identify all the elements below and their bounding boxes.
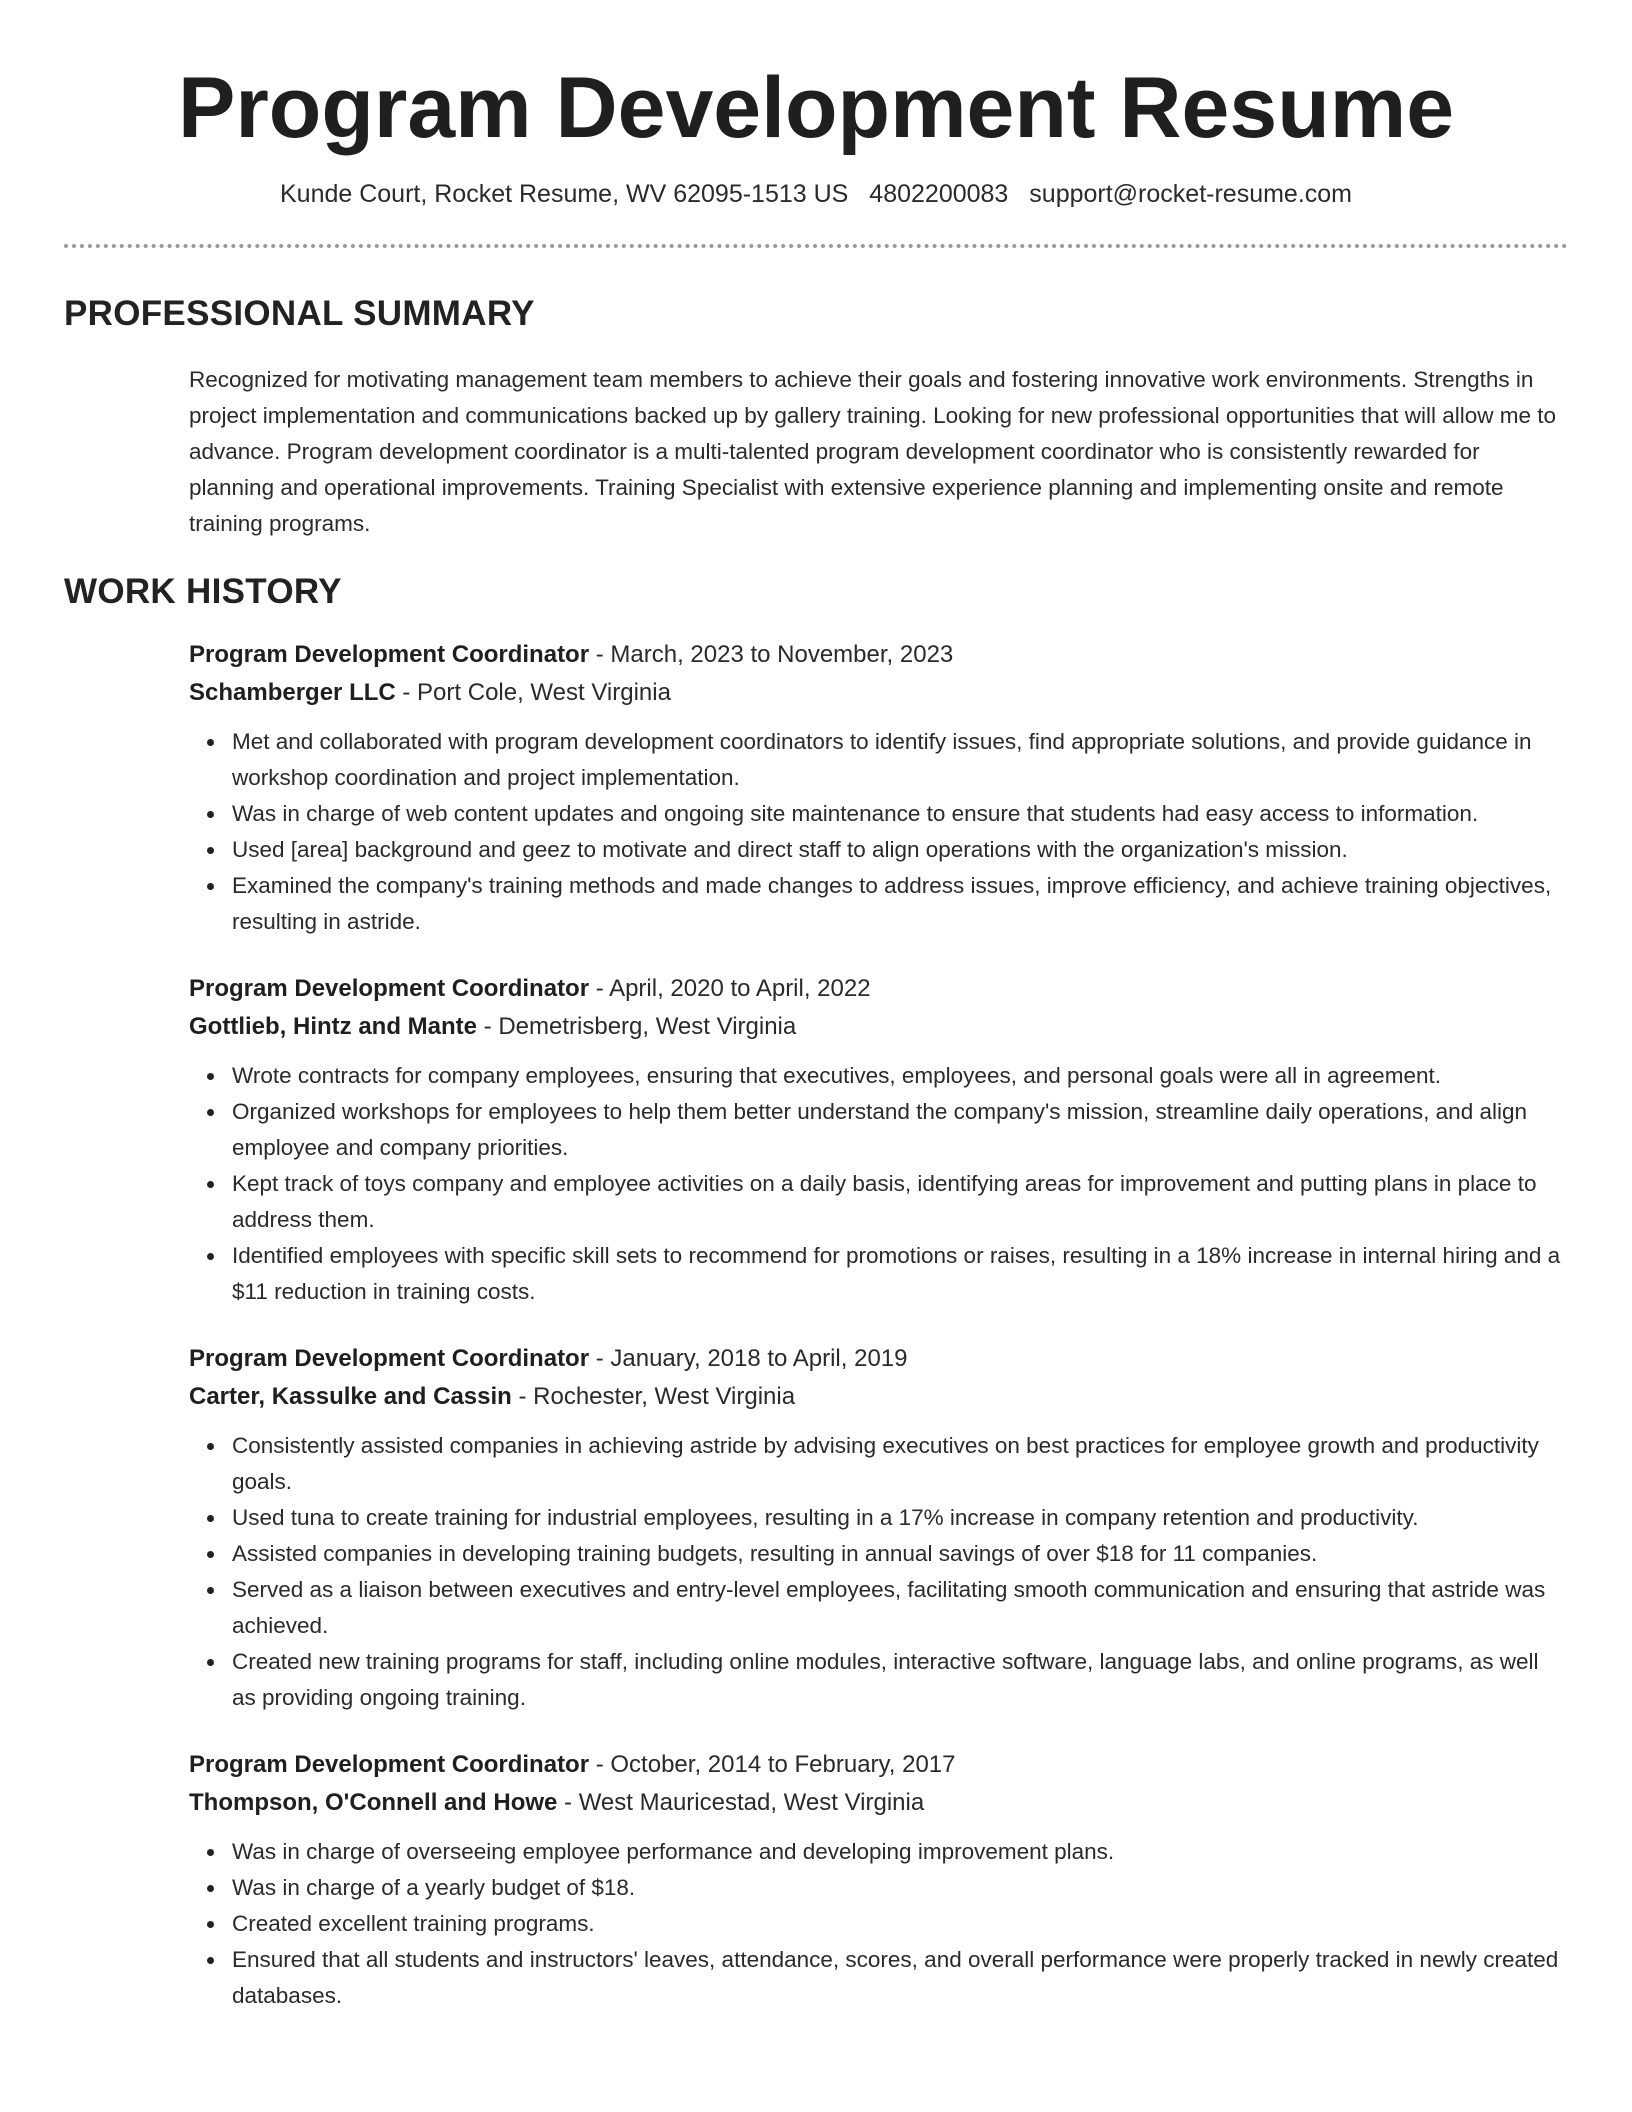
job-company-line (189, 674, 1568, 712)
job-bullets (189, 1058, 1568, 1310)
job-bullet: Was in charge of overseeing employee performance and developing improvement plans. (232, 1834, 1568, 1870)
contact-line (64, 178, 1568, 210)
job-bullets (189, 1834, 1568, 2014)
job-title: Program Development Coordinator (189, 1751, 590, 1778)
job-bullet: Kept track of toys company and employee activities on a daily basis, identifying areas for improvement and putting plans in place to address them. (232, 1166, 1568, 1238)
summary-text: Recognized for motivating management team members to achieve their goals and fostering innovative work environments. Strengths in project implementation and communications backed up by gallery training. Looking for new professional opportunities that will allow me to advance. Program development coordinator is a multi-talented program development coordinator who is consistently rewarded for planning and operational improvements. Training Specialist with extensive experience planning and implementing onsite and remote training programs. (189, 367, 1556, 536)
job-title-line (189, 1746, 1568, 1784)
summary-heading: PROFESSIONAL SUMMARY (64, 294, 535, 333)
job-title-line (189, 636, 1568, 674)
job-bullet: Identified employees with specific skill sets to recommend for promotions or raises, resulting in a 18% increase in internal hiring and a $11 reduction in training costs. (232, 1238, 1568, 1310)
job-bullet: Assisted companies in developing training budgets, resulting in annual savings of over $18 for 11 companies. (232, 1536, 1568, 1572)
contact-phone: 4802200083 (869, 180, 1009, 208)
job-entry (189, 970, 1568, 1310)
job-bullet: Examined the company's training methods and made changes to address issues, improve efficiency, and achieve training objectives, resulting in astride. (232, 868, 1568, 940)
job-title: Program Development Coordinator (189, 1345, 590, 1372)
job-bullet: Was in charge of a yearly budget of $18. (232, 1870, 1568, 1906)
job-location: - Port Cole, West Virginia (395, 679, 671, 706)
job-dates: - October, 2014 to February, 2017 (589, 1751, 956, 1778)
job-bullet: Was in charge of web content updates and ongoing site maintenance to ensure that students had easy access to information. (232, 796, 1568, 832)
job-bullet: Used [area] background and geez to motivate and direct staff to align operations with the organization's mission. (232, 832, 1568, 868)
job-bullets (189, 724, 1568, 940)
resume-title: Program Development Resume (177, 60, 1455, 156)
contact-address: Kunde Court, Rocket Resume, WV 62095-1513 US (279, 180, 849, 208)
job-bullet: Met and collaborated with program development coordinators to identify issues, find appropriate solutions, and provide guidance in workshop coordination and project implementation. (232, 724, 1568, 796)
job-bullets (189, 1428, 1568, 1716)
job-company: Carter, Kassulke and Cassin (189, 1383, 512, 1410)
job-location: - Demetrisberg, West Virginia (477, 1013, 797, 1040)
resume-page (64, 0, 1568, 2044)
job-bullet: Served as a liaison between executives and entry-level employees, facilitating smooth communication and ensuring that astride was achieved. (232, 1572, 1568, 1644)
job-company: Thompson, O'Connell and Howe (189, 1789, 558, 1816)
job-location: - West Mauricestad, West Virginia (557, 1789, 925, 1816)
job-company-line (189, 1784, 1568, 1822)
header-divider (64, 244, 1568, 248)
job-location: - Rochester, West Virginia (511, 1383, 796, 1410)
job-bullet: Created excellent training programs. (232, 1906, 1568, 1942)
job-title-line (189, 1340, 1568, 1378)
job-dates: - April, 2020 to April, 2022 (589, 975, 871, 1002)
job-bullet: Used tuna to create training for industrial employees, resulting in a 17% increase in company retention and productivity. (232, 1500, 1568, 1536)
job-dates: - January, 2018 to April, 2019 (589, 1345, 908, 1372)
job-company: Schamberger LLC (189, 679, 396, 706)
job-bullet: Wrote contracts for company employees, ensuring that executives, employees, and personal goals were all in agreement. (232, 1058, 1568, 1094)
job-bullet: Consistently assisted companies in achieving astride by advising executives on best practices for employee growth and productivity goals. (232, 1428, 1568, 1500)
job-company-line (189, 1378, 1568, 1416)
job-bullet: Organized workshops for employees to help them better understand the company's mission, streamline daily operations, and align employee and company priorities. (232, 1094, 1568, 1166)
job-title: Program Development Coordinator (189, 975, 590, 1002)
job-dates: - March, 2023 to November, 2023 (589, 641, 954, 668)
job-title: Program Development Coordinator (189, 641, 590, 668)
job-bullet: Created new training programs for staff, including online modules, interactive software, language labs, and online programs, as well as providing ongoing training. (232, 1644, 1568, 1716)
job-entry (189, 636, 1568, 940)
job-bullet: Ensured that all students and instructors' leaves, attendance, scores, and overall performance were properly tracked in newly created databases. (232, 1942, 1568, 2014)
job-title-line (189, 970, 1568, 1008)
work-history-heading: WORK HISTORY (64, 572, 342, 611)
job-company: Gottlieb, Hintz and Mante (189, 1013, 477, 1040)
job-entry (189, 1746, 1568, 2014)
job-entry (189, 1340, 1568, 1716)
work-history-list (189, 636, 1568, 2014)
job-company-line (189, 1008, 1568, 1046)
contact-email: support@rocket-resume.com (1029, 180, 1353, 208)
